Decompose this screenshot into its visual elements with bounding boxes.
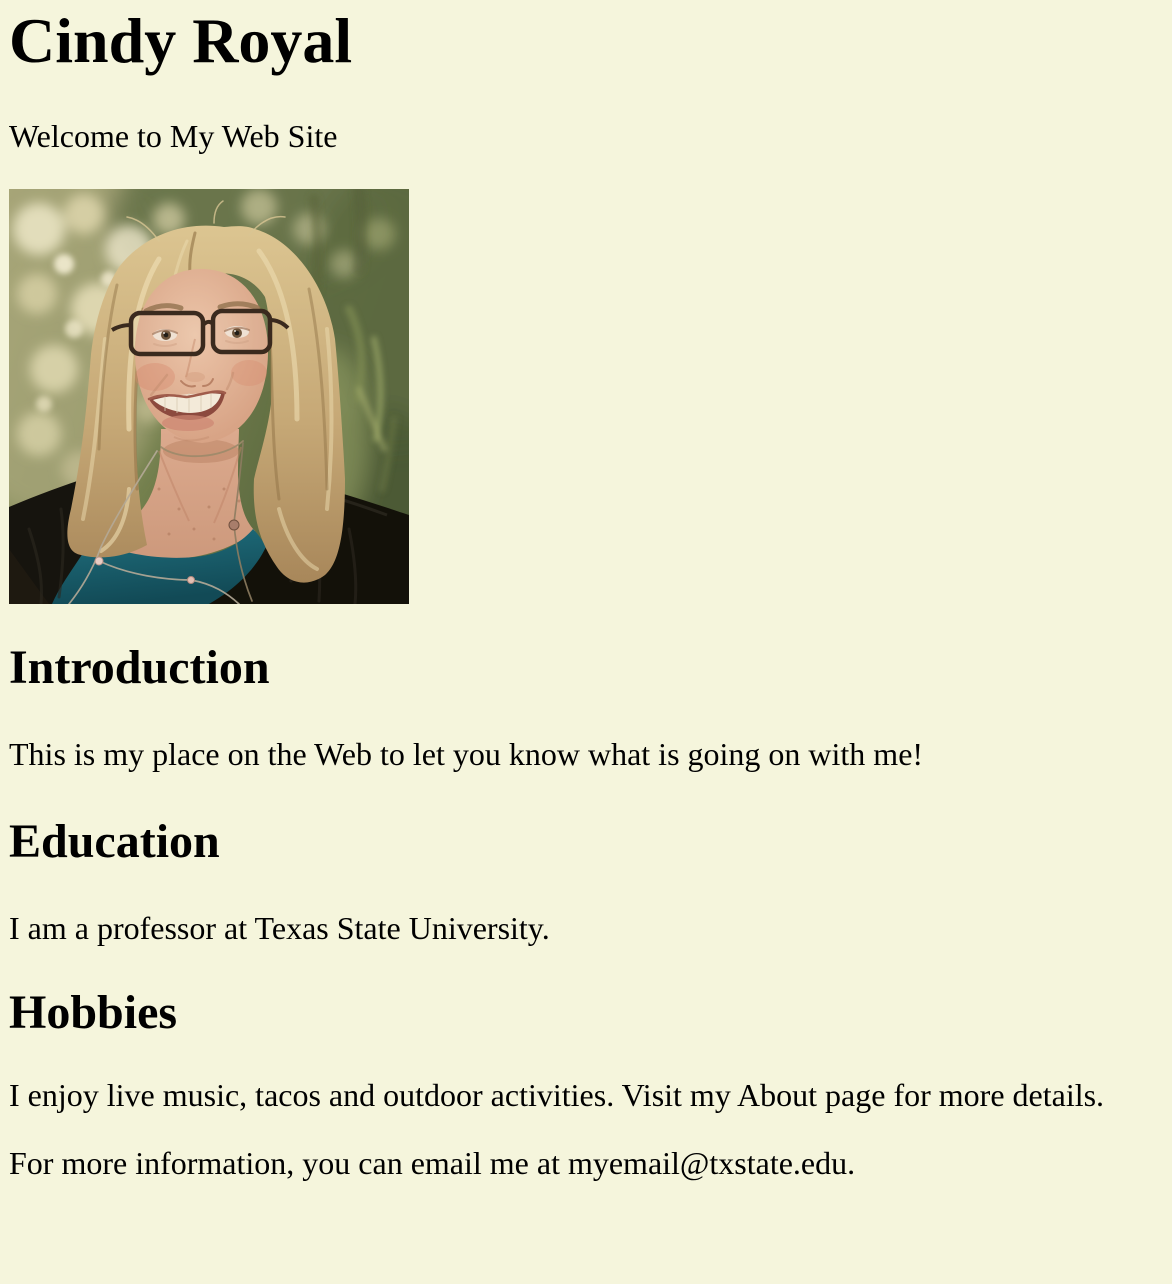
section-heading-education: Education — [9, 815, 220, 868]
education-text: I am a professor at Texas State University. — [9, 910, 550, 946]
profile-photo — [9, 189, 409, 604]
contact-text: For more information, you can email me at myemail@txstate.edu. — [9, 1145, 856, 1181]
page-title: Cindy Royal — [9, 5, 353, 76]
section-heading-hobbies: Hobbies — [9, 986, 178, 1039]
welcome-text: Welcome to My Web Site — [9, 118, 338, 154]
section-heading-introduction: Introduction — [9, 641, 270, 694]
introduction-text: This is my place on the Web to let you know what is going on with me! — [9, 736, 924, 772]
hobbies-text: I enjoy live music, tacos and outdoor activities. Visit my About page for more details. — [9, 1077, 1105, 1113]
portrait-illustration — [9, 189, 409, 604]
glasses — [112, 311, 288, 354]
